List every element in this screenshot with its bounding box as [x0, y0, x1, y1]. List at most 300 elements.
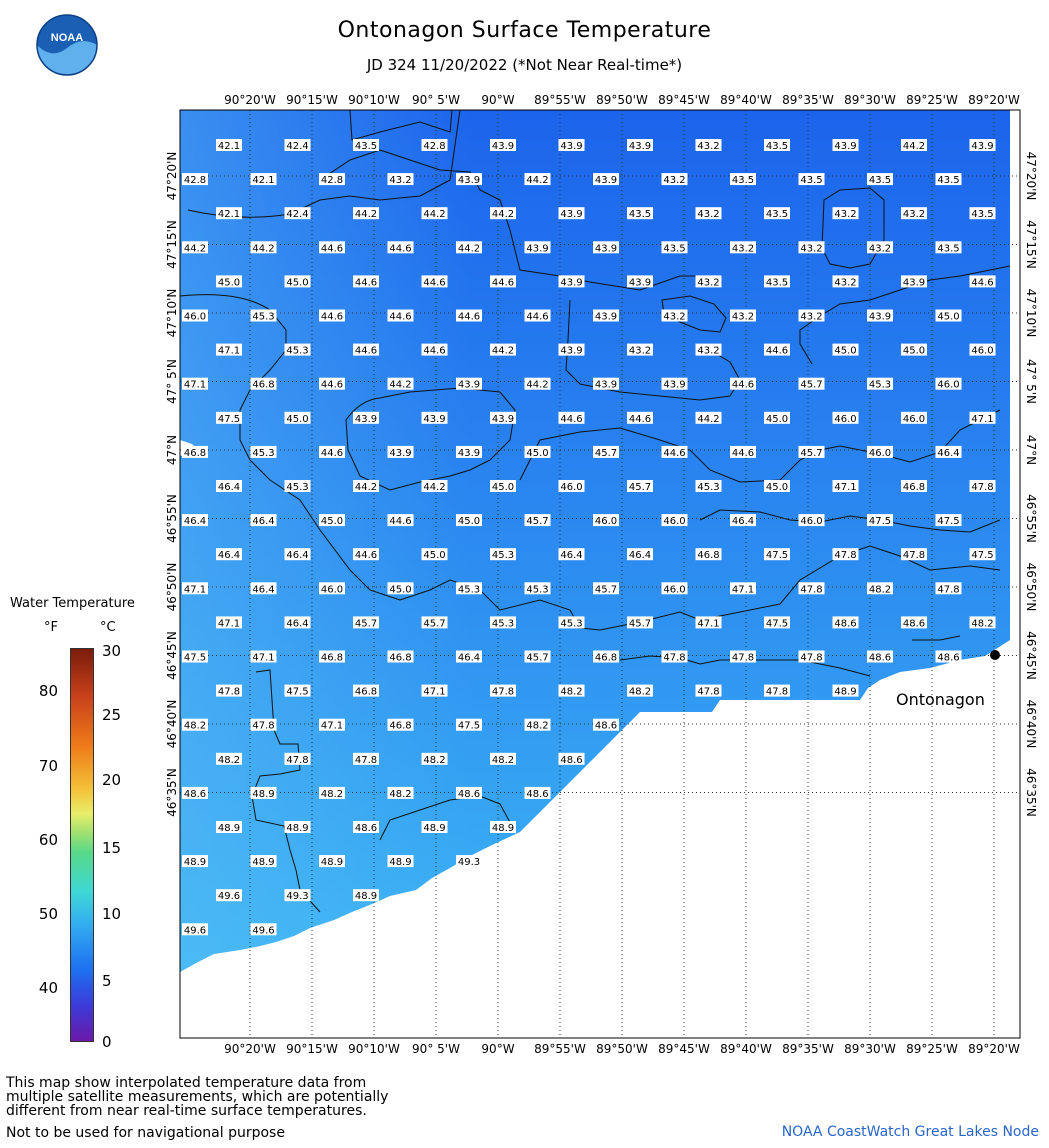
svg-text:43.5: 43.5	[765, 141, 789, 152]
f-tick: 80	[38, 682, 58, 700]
svg-text:43.9: 43.9	[560, 209, 583, 221]
footer-disclaimer: Not to be used for navigational purpose	[6, 1125, 285, 1141]
svg-text:43.2: 43.2	[731, 311, 755, 323]
lat-label: 47°20'N	[165, 151, 179, 201]
svg-text:43.2: 43.2	[868, 243, 892, 255]
temperature-value	[285, 480, 311, 493]
lat-label: 47°20'N	[1024, 151, 1038, 201]
svg-text:44.2: 44.2	[491, 345, 515, 357]
svg-text:44.6: 44.6	[731, 379, 755, 391]
temperature-value	[696, 412, 722, 425]
svg-text:45.7: 45.7	[594, 584, 618, 596]
svg-text:44.2: 44.2	[526, 175, 549, 187]
temperature-value	[730, 378, 756, 391]
temperature-value	[696, 616, 722, 629]
svg-text:46.4: 46.4	[217, 482, 241, 493]
temperature-value	[867, 173, 893, 186]
temperature-value	[936, 310, 962, 323]
temperature-value	[730, 651, 756, 664]
svg-text:44.6: 44.6	[526, 311, 549, 323]
temperature-value	[559, 344, 585, 357]
svg-text:44.6: 44.6	[457, 311, 481, 323]
temperature-value	[456, 787, 482, 800]
temperature-value	[182, 582, 208, 595]
footer-note: different from near real-time surface temperatures.	[6, 1103, 367, 1119]
svg-text:46.4: 46.4	[252, 516, 275, 528]
temperature-value	[285, 139, 311, 152]
svg-text:47.1: 47.1	[697, 618, 720, 630]
lon-label: 90°15'W	[286, 93, 338, 107]
svg-text:44.2: 44.2	[354, 209, 378, 221]
lat-label: 46°45'N	[165, 631, 179, 680]
f-tick: 50	[38, 905, 58, 923]
svg-text:43.2: 43.2	[902, 209, 926, 221]
svg-text:43.9: 43.9	[389, 447, 412, 459]
lon-label: 89°55'W	[534, 1042, 586, 1056]
footer-note: This map show interpolated temperature data from	[6, 1075, 367, 1091]
temperature-value	[799, 514, 825, 527]
temperature-value	[285, 889, 311, 902]
lon-label: 89°30'W	[844, 93, 896, 107]
temperature-value	[662, 651, 688, 664]
svg-text:47.8: 47.8	[834, 550, 857, 562]
temperature-value	[353, 548, 379, 561]
svg-text:43.2: 43.2	[800, 311, 823, 323]
svg-text:48.2: 48.2	[389, 788, 412, 800]
lat-label: 47°N	[1024, 434, 1038, 466]
svg-text:44.6: 44.6	[389, 243, 412, 255]
temperature-value	[936, 582, 962, 595]
temperature-value	[388, 855, 414, 868]
temperature-value	[490, 616, 516, 629]
temperature-value	[319, 173, 345, 186]
svg-text:46.4: 46.4	[731, 516, 755, 528]
temperature-value	[867, 651, 893, 664]
temperature-value	[216, 275, 242, 288]
svg-text:47.8: 47.8	[354, 754, 378, 766]
temperature-value	[490, 207, 516, 220]
temperature-value	[936, 378, 962, 391]
svg-text:47.1: 47.1	[217, 618, 241, 630]
svg-text:43.2: 43.2	[697, 141, 720, 152]
svg-text:43.9: 43.9	[628, 141, 652, 152]
temperature-value	[559, 616, 585, 629]
lat-label: 46°35'N	[1024, 768, 1038, 817]
svg-text:47.8: 47.8	[491, 686, 515, 698]
svg-text:45.0: 45.0	[286, 413, 309, 425]
svg-text:48.9: 48.9	[286, 823, 309, 834]
temperature-value	[251, 378, 277, 391]
temperature-value	[799, 651, 825, 664]
lon-label: 89°35'W	[782, 93, 834, 107]
svg-text:48.6: 48.6	[560, 754, 583, 766]
color-scale-bar	[70, 648, 94, 1042]
temperature-value	[319, 719, 345, 732]
svg-text:47.5: 47.5	[765, 550, 789, 562]
svg-text:46.0: 46.0	[320, 584, 344, 596]
svg-text:48.6: 48.6	[902, 618, 926, 630]
temperature-value	[627, 685, 653, 698]
svg-text:48.9: 48.9	[217, 823, 241, 834]
svg-text:45.0: 45.0	[217, 277, 241, 289]
svg-text:46.0: 46.0	[800, 516, 823, 528]
svg-text:45.3: 45.3	[868, 379, 892, 391]
temperature-value	[662, 582, 688, 595]
svg-text:47.8: 47.8	[252, 720, 275, 732]
temperature-value	[319, 855, 345, 868]
temperature-value	[525, 241, 551, 254]
temperature-value	[696, 548, 722, 561]
temperature-value	[456, 582, 482, 595]
temperature-value	[799, 378, 825, 391]
temperature-value	[388, 651, 414, 664]
lon-label: 90°20'W	[224, 93, 276, 107]
svg-text:48.2: 48.2	[217, 754, 241, 766]
svg-text:48.2: 48.2	[320, 788, 344, 800]
svg-text:44.2: 44.2	[252, 243, 275, 255]
svg-text:43.2: 43.2	[628, 345, 652, 357]
temperature-value	[764, 139, 790, 152]
svg-text:42.8: 42.8	[183, 175, 207, 187]
svg-text:44.6: 44.6	[560, 413, 583, 425]
temperature-value	[319, 651, 345, 664]
temperature-value	[799, 582, 825, 595]
svg-text:43.5: 43.5	[868, 175, 892, 187]
temperature-value	[285, 753, 311, 766]
temperature-value	[970, 207, 996, 220]
temperature-value	[285, 275, 311, 288]
svg-text:43.2: 43.2	[663, 311, 686, 323]
svg-text:44.2: 44.2	[526, 379, 549, 391]
svg-text:48.6: 48.6	[526, 788, 549, 800]
lon-label: 90° 5'W	[412, 1042, 460, 1056]
svg-text:44.6: 44.6	[354, 345, 378, 357]
svg-text:46.0: 46.0	[971, 345, 994, 357]
lon-label: 89°40'W	[720, 1042, 772, 1056]
svg-text:44.6: 44.6	[663, 447, 686, 459]
svg-text:45.0: 45.0	[765, 413, 789, 425]
temperature-value	[490, 548, 516, 561]
lat-label: 46°55'N	[1024, 494, 1038, 543]
temperature-value	[833, 616, 859, 629]
svg-text:43.5: 43.5	[628, 209, 652, 221]
c-tick: 25	[102, 706, 122, 724]
temperature-value	[490, 275, 516, 288]
temperature-value	[353, 753, 379, 766]
temperature-value	[490, 344, 516, 357]
temperature-value	[388, 514, 414, 527]
lat-label: 46°40'N	[165, 699, 179, 749]
temperature-value	[970, 275, 996, 288]
temperature-value	[353, 344, 379, 357]
svg-text:48.6: 48.6	[183, 788, 207, 800]
temperature-value	[285, 548, 311, 561]
temperature-value	[490, 821, 516, 834]
temperature-value	[764, 480, 790, 493]
temperature-value	[593, 651, 619, 664]
temperature-value	[867, 378, 893, 391]
temperature-value	[319, 446, 345, 459]
temperature-value	[456, 855, 482, 868]
lon-label: 89°45'W	[658, 93, 710, 107]
svg-text:42.1: 42.1	[252, 175, 275, 187]
svg-text:45.0: 45.0	[389, 584, 412, 596]
svg-text:46.8: 46.8	[252, 379, 275, 391]
svg-text:43.9: 43.9	[526, 243, 549, 255]
svg-text:48.6: 48.6	[937, 652, 960, 664]
svg-text:46.0: 46.0	[183, 311, 207, 323]
temperature-value	[696, 685, 722, 698]
svg-text:46.8: 46.8	[594, 652, 618, 664]
svg-text:44.2: 44.2	[491, 209, 515, 221]
lat-label: 46°50'N	[1024, 562, 1038, 612]
svg-text:47.5: 47.5	[217, 413, 241, 425]
svg-text:48.6: 48.6	[834, 618, 857, 630]
lon-label: 89°50'W	[596, 93, 648, 107]
temperature-value	[251, 719, 277, 732]
svg-text:44.6: 44.6	[491, 277, 515, 289]
temperature-value	[182, 241, 208, 254]
temperature-value	[970, 548, 996, 561]
temperature-value	[182, 446, 208, 459]
temperature-value	[936, 173, 962, 186]
svg-text:48.6: 48.6	[457, 788, 481, 800]
svg-text:48.9: 48.9	[252, 857, 275, 869]
temperature-value	[319, 310, 345, 323]
temperature-value	[593, 514, 619, 527]
temperature-value	[285, 412, 311, 425]
svg-text:49.3: 49.3	[457, 857, 481, 869]
svg-text:43.9: 43.9	[423, 413, 446, 425]
lon-label: 89°40'W	[720, 93, 772, 107]
lon-label: 90°20'W	[224, 1042, 276, 1056]
svg-text:47.1: 47.1	[183, 584, 207, 596]
temperature-value	[833, 685, 859, 698]
svg-text:47.8: 47.8	[217, 686, 241, 698]
temperature-value	[867, 514, 893, 527]
temperature-value	[216, 412, 242, 425]
svg-text:44.6: 44.6	[354, 277, 378, 289]
svg-text:46.4: 46.4	[457, 652, 481, 664]
svg-text:44.2: 44.2	[389, 379, 412, 391]
temperature-value	[216, 685, 242, 698]
temperature-value	[456, 173, 482, 186]
svg-text:42.1: 42.1	[217, 209, 241, 221]
svg-text:44.6: 44.6	[320, 243, 344, 255]
temperature-value	[525, 787, 551, 800]
f-tick: 60	[38, 831, 58, 849]
footer-credit: NOAA CoastWatch Great Lakes Node	[781, 1124, 1039, 1140]
svg-text:43.2: 43.2	[697, 277, 720, 289]
lat-label: 47°10'N	[165, 288, 179, 338]
temperature-value	[490, 480, 516, 493]
lon-labels-top	[224, 93, 1020, 107]
svg-text:47.5: 47.5	[765, 618, 789, 630]
temperature-value	[456, 378, 482, 391]
temperature-value	[559, 275, 585, 288]
svg-text:47.1: 47.1	[217, 345, 241, 357]
legend-title: Water Temperature	[10, 596, 135, 611]
svg-text:45.3: 45.3	[491, 550, 515, 562]
svg-text:45.7: 45.7	[800, 447, 823, 459]
temperature-value	[559, 548, 585, 561]
svg-text:42.4: 42.4	[286, 209, 309, 221]
temperature-value	[730, 582, 756, 595]
temperature-value	[388, 173, 414, 186]
temperature-value	[353, 685, 379, 698]
svg-text:46.0: 46.0	[560, 482, 583, 493]
temperature-value	[422, 480, 448, 493]
temperature-value	[422, 548, 448, 561]
svg-text:44.6: 44.6	[389, 516, 412, 528]
temperature-value	[559, 139, 585, 152]
temperature-value	[867, 310, 893, 323]
svg-text:43.2: 43.2	[389, 175, 412, 187]
svg-text:48.2: 48.2	[560, 686, 583, 698]
temperature-value	[696, 275, 722, 288]
svg-text:44.6: 44.6	[320, 447, 344, 459]
svg-text:47.8: 47.8	[937, 584, 960, 596]
lat-label: 46°55'N	[165, 494, 179, 543]
temperature-value	[764, 548, 790, 561]
svg-text:48.6: 48.6	[594, 720, 618, 732]
temperature-value	[251, 173, 277, 186]
temperature-value	[559, 480, 585, 493]
temperature-value	[627, 207, 653, 220]
svg-text:48.9: 48.9	[320, 857, 344, 869]
svg-text:48.9: 48.9	[491, 823, 515, 834]
temperature-value	[490, 753, 516, 766]
lon-label: 89°55'W	[534, 93, 586, 107]
temperature-value	[182, 855, 208, 868]
temperature-value	[696, 480, 722, 493]
temperature-value	[422, 616, 448, 629]
c-tick: 20	[102, 771, 122, 789]
svg-text:45.3: 45.3	[252, 311, 275, 323]
svg-text:42.8: 42.8	[423, 141, 446, 152]
svg-text:47.1: 47.1	[320, 720, 344, 732]
temperature-value	[627, 139, 653, 152]
temperature-value	[353, 275, 379, 288]
page-subtitle: JD 324 11/20/2022 (*Not Near Real-time*)	[366, 56, 683, 74]
svg-text:42.8: 42.8	[320, 175, 344, 187]
svg-text:43.9: 43.9	[868, 311, 892, 323]
svg-text:48.9: 48.9	[354, 891, 378, 903]
temperature-value	[490, 139, 516, 152]
svg-text:43.9: 43.9	[354, 413, 378, 425]
svg-text:44.6: 44.6	[423, 277, 446, 289]
svg-text:49.6: 49.6	[183, 925, 207, 937]
temperature-value	[662, 378, 688, 391]
temperature-value	[559, 412, 585, 425]
svg-text:43.5: 43.5	[765, 277, 789, 289]
svg-text:43.9: 43.9	[457, 379, 481, 391]
temperature-value	[593, 378, 619, 391]
temperature-value	[251, 787, 277, 800]
lat-label: 47°N	[165, 434, 179, 466]
svg-text:47.8: 47.8	[800, 584, 823, 596]
lon-label: 89°20'W	[968, 93, 1020, 107]
lon-label: 90°10'W	[348, 93, 400, 107]
temperature-value	[799, 310, 825, 323]
svg-text:47.1: 47.1	[731, 584, 755, 596]
lat-label: 47°15'N	[165, 220, 179, 269]
svg-text:46.0: 46.0	[834, 413, 857, 425]
svg-text:43.9: 43.9	[491, 413, 515, 425]
temperature-value	[251, 310, 277, 323]
svg-text:44.6: 44.6	[765, 345, 789, 357]
temperature-value	[216, 139, 242, 152]
legend-unit-c: °C	[100, 620, 116, 635]
svg-text:45.7: 45.7	[526, 516, 549, 528]
temperature-value	[319, 514, 345, 527]
temperature-value	[422, 753, 448, 766]
temperature-value	[593, 310, 619, 323]
svg-text:46.0: 46.0	[663, 516, 686, 528]
temperature-value	[696, 344, 722, 357]
temperature-value	[593, 173, 619, 186]
svg-text:43.5: 43.5	[937, 243, 960, 255]
svg-text:48.9: 48.9	[183, 857, 207, 869]
svg-text:47.5: 47.5	[457, 720, 481, 732]
svg-text:46.4: 46.4	[628, 550, 652, 562]
temperature-value	[559, 685, 585, 698]
temperature-value	[833, 412, 859, 425]
svg-text:47.5: 47.5	[971, 550, 994, 562]
temperature-value	[456, 651, 482, 664]
temperature-value	[525, 378, 551, 391]
temperature-value	[901, 344, 927, 357]
svg-text:44.2: 44.2	[457, 243, 481, 255]
temperature-value	[182, 173, 208, 186]
svg-text:48.2: 48.2	[868, 584, 892, 596]
c-tick: 30	[102, 642, 122, 660]
temperature-value	[525, 514, 551, 527]
svg-text:43.9: 43.9	[457, 175, 481, 187]
temperature-value	[182, 514, 208, 527]
svg-text:46.8: 46.8	[697, 550, 720, 562]
temperature-value	[182, 651, 208, 664]
temperature-value	[216, 616, 242, 629]
svg-text:42.1: 42.1	[217, 141, 241, 152]
temperature-value	[901, 139, 927, 152]
svg-text:47.1: 47.1	[834, 482, 857, 493]
temperature-value	[627, 275, 653, 288]
svg-text:43.9: 43.9	[663, 379, 686, 391]
svg-text:42.4: 42.4	[286, 141, 309, 152]
temperature-value	[730, 514, 756, 527]
svg-text:47.1: 47.1	[423, 686, 446, 698]
lat-labels-left	[165, 152, 179, 817]
temperature-value	[867, 446, 893, 459]
temperature-value	[833, 548, 859, 561]
temperature-value	[353, 821, 379, 834]
temperature-value	[936, 241, 962, 254]
svg-text:43.2: 43.2	[731, 243, 755, 255]
temperature-value	[285, 685, 311, 698]
temperature-value	[285, 344, 311, 357]
svg-text:44.6: 44.6	[628, 413, 652, 425]
temperature-value	[182, 787, 208, 800]
temperature-value	[901, 480, 927, 493]
svg-text:45.3: 45.3	[457, 584, 481, 596]
temperature-value	[764, 344, 790, 357]
svg-text:43.5: 43.5	[971, 209, 994, 221]
lon-labels-bottom	[224, 1042, 1020, 1056]
svg-text:43.5: 43.5	[354, 141, 378, 152]
temperature-value	[901, 412, 927, 425]
svg-text:49.3: 49.3	[286, 891, 309, 903]
